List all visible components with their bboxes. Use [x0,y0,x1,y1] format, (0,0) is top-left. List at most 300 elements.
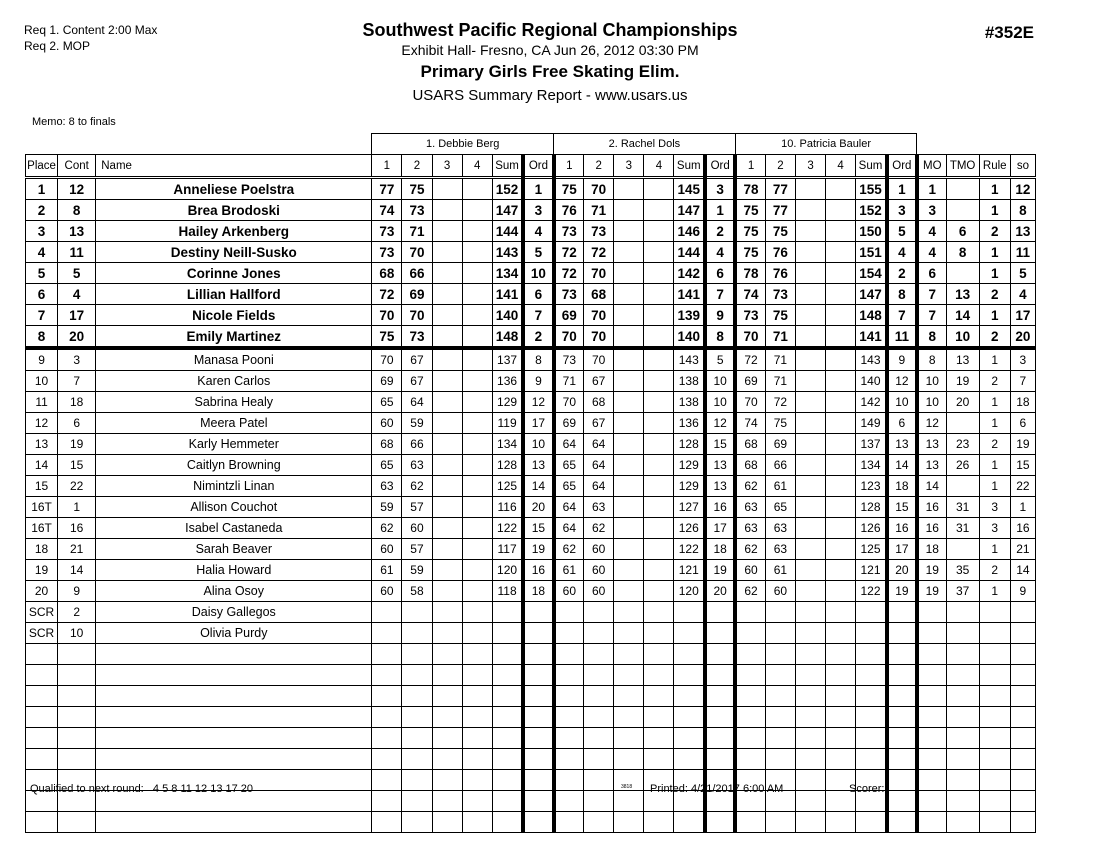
cell-j1-mark3 [432,581,462,602]
cell-mo [917,749,946,770]
cell-j1-sum [492,812,523,833]
cell-j1-mark4 [462,623,492,644]
cell-j1-ord [523,644,553,665]
cell-j2-mark1: 73 [554,221,584,242]
cell-j3-sum: 123 [856,476,887,497]
cell-j3-mark3 [795,770,825,791]
cell-j2-mark3 [614,602,644,623]
cell-j1-mark3 [432,749,462,770]
cell-rule: 2 [979,284,1010,305]
cell-mo: 7 [917,305,946,326]
cell-j1-ord: 6 [523,284,553,305]
cell-j1-mark4 [462,518,492,539]
cell-j2-sum: 127 [674,497,705,518]
cell-j3-ord: 4 [887,242,917,263]
col-header-j3-mark4: 4 [826,155,856,178]
cell-j2-mark1 [554,812,584,833]
cell-j2-mark2: 70 [584,348,614,371]
cell-j2-sum [674,812,705,833]
cell-j2-sum [674,602,705,623]
cell-j2-sum: 142 [674,263,705,284]
cell-j3-mark3 [795,602,825,623]
cell-j1-ord: 4 [523,221,553,242]
cell-j1-ord [523,665,553,686]
cell-rule: 1 [979,392,1010,413]
cell-j2-mark2 [584,644,614,665]
cell-j3-sum [856,665,887,686]
cell-rule [979,623,1010,644]
cell-j2-mark2: 67 [584,413,614,434]
col-header-j3-mark1: 1 [735,155,765,178]
cell-cont: 6 [58,413,96,434]
cell-mo: 1 [917,178,946,200]
cell-j1-ord: 16 [523,560,553,581]
cell-j1-mark3 [432,539,462,560]
table-row-blank [26,728,1036,749]
cell-j2-mark2: 60 [584,539,614,560]
cell-j1-sum: 117 [492,539,523,560]
cell-j1-sum: 118 [492,581,523,602]
cell-tmo: 8 [946,242,979,263]
cell-j2-mark1 [554,749,584,770]
cell-j1-mark4 [462,326,492,349]
event-number: #352E [984,23,1034,42]
cell-j1-ord: 18 [523,581,553,602]
cell-j2-mark4 [644,707,674,728]
cell-j3-mark3 [795,305,825,326]
cell-place: SCR [26,602,58,623]
cell-j3-sum: 126 [856,518,887,539]
cell-j2-mark4 [644,242,674,263]
cell-j3-mark2 [765,686,795,707]
cell-j1-mark1: 70 [372,348,402,371]
cell-j2-mark4 [644,812,674,833]
cell-j2-ord: 4 [705,242,735,263]
cell-cont: 5 [58,263,96,284]
cell-j1-mark3 [432,326,462,349]
cell-j2-mark2 [584,707,614,728]
cell-j2-ord [705,602,735,623]
cell-j1-mark4 [462,665,492,686]
cell-so [1010,686,1035,707]
cell-j2-sum: 144 [674,242,705,263]
cell-place [26,749,58,770]
cell-j3-mark2 [765,644,795,665]
cell-j1-ord: 12 [523,392,553,413]
cell-j3-mark4 [826,539,856,560]
cell-j1-mark3 [432,348,462,371]
cell-j3-mark1: 74 [735,413,765,434]
cell-j1-mark4 [462,602,492,623]
cell-j3-mark4 [826,413,856,434]
cell-so [1010,749,1035,770]
table-row [26,413,1036,434]
cell-j1-mark3 [432,476,462,497]
cell-mo: 8 [917,326,946,349]
cell-j2-mark2 [584,728,614,749]
cell-j1-mark3 [432,455,462,476]
cell-j3-mark3 [795,242,825,263]
col-header-j2-ord: Ord [705,155,735,178]
cell-tmo: 20 [946,392,979,413]
cell-j3-mark3 [795,686,825,707]
cell-mo: 4 [917,221,946,242]
cell-name: Meera Patel [96,413,372,434]
cell-j2-mark4 [644,644,674,665]
cell-name [96,707,372,728]
cell-j2-ord: 1 [705,200,735,221]
cell-j3-mark1: 70 [735,326,765,349]
cell-j1-mark2 [402,665,432,686]
cell-j2-ord: 16 [705,497,735,518]
col-header-j2-sum: Sum [674,155,705,178]
cell-name [96,812,372,833]
cell-j2-mark4 [644,560,674,581]
cell-rule: 1 [979,413,1010,434]
cell-j2-mark1 [554,686,584,707]
cell-j1-mark2: 66 [402,263,432,284]
cell-name: Manasa Pooni [96,348,372,371]
cell-j2-mark4 [644,686,674,707]
cell-j1-sum [492,749,523,770]
cell-j2-mark1: 62 [554,539,584,560]
cell-tmo [946,728,979,749]
cell-j3-mark3 [795,284,825,305]
cell-rule [979,602,1010,623]
cell-so: 1 [1010,497,1035,518]
cell-j3-mark2: 63 [765,539,795,560]
table-row-blank [26,749,1036,770]
cell-j2-mark2 [584,749,614,770]
cell-mo: 4 [917,242,946,263]
col-header-place: Place [26,155,58,178]
cell-place: 7 [26,305,58,326]
cell-name: Brea Brodoski [96,200,372,221]
cell-j3-sum [856,707,887,728]
cell-j2-mark3 [614,348,644,371]
cell-j2-sum: 140 [674,326,705,349]
cell-place: 16T [26,497,58,518]
col-header-name: Name [96,155,372,178]
cell-j1-mark3 [432,812,462,833]
cell-j2-mark1: 70 [554,326,584,349]
cell-name: Alina Osoy [96,581,372,602]
cell-name: Destiny Neill-Susko [96,242,372,263]
cell-j3-mark1 [735,707,765,728]
cell-j3-mark2: 63 [765,518,795,539]
cell-j2-ord: 6 [705,263,735,284]
cell-j2-mark2: 67 [584,371,614,392]
cell-j1-sum: 122 [492,518,523,539]
cell-rule: 2 [979,371,1010,392]
cell-j2-mark4 [644,392,674,413]
cell-j2-mark2: 72 [584,242,614,263]
cell-mo: 16 [917,518,946,539]
cell-j2-sum: 129 [674,476,705,497]
cell-j3-mark1: 68 [735,434,765,455]
cell-so: 5 [1010,263,1035,284]
cell-tmo: 35 [946,560,979,581]
judge-band-tail [917,134,1036,155]
table-row [26,242,1036,263]
cell-name [96,728,372,749]
cell-j1-mark4 [462,560,492,581]
cell-j2-mark4 [644,284,674,305]
cell-tmo [946,623,979,644]
cell-tmo [946,413,979,434]
cell-j3-ord: 13 [887,434,917,455]
cell-j2-mark2 [584,812,614,833]
cell-j3-mark1 [735,602,765,623]
table-row [26,623,1036,644]
cell-j1-mark1: 60 [372,413,402,434]
cell-j2-mark3 [614,392,644,413]
cell-j3-mark4 [826,707,856,728]
cell-j3-sum: 121 [856,560,887,581]
cell-j2-ord: 20 [705,581,735,602]
cell-name: Sabrina Healy [96,392,372,413]
cell-name: Daisy Gallegos [96,602,372,623]
cell-tmo [946,812,979,833]
cell-j1-ord [523,623,553,644]
cell-j3-sum: 149 [856,413,887,434]
cell-j2-mark3 [614,455,644,476]
cell-j2-mark3 [614,581,644,602]
cell-j3-mark1: 69 [735,371,765,392]
cell-j2-mark4 [644,749,674,770]
cell-j2-mark3 [614,263,644,284]
cell-tmo: 19 [946,371,979,392]
cell-cont: 8 [58,200,96,221]
cell-cont: 3 [58,348,96,371]
cell-j2-ord: 18 [705,539,735,560]
cell-j1-mark4 [462,371,492,392]
cell-j3-mark4 [826,686,856,707]
cell-j3-ord: 7 [887,305,917,326]
cell-j1-mark1: 68 [372,434,402,455]
cell-j2-mark1 [554,623,584,644]
cell-j1-mark1: 75 [372,326,402,349]
cell-j3-ord [887,686,917,707]
cell-j2-mark4 [644,200,674,221]
cell-mo: 19 [917,581,946,602]
cell-mo [917,791,946,812]
cell-tmo: 14 [946,305,979,326]
cell-cont: 2 [58,602,96,623]
cell-j2-mark1: 64 [554,518,584,539]
cell-j1-mark1: 59 [372,497,402,518]
table-row [26,560,1036,581]
cell-j3-mark3 [795,539,825,560]
cell-j1-mark2 [402,770,432,791]
cell-j3-mark3 [795,581,825,602]
cell-rule: 1 [979,178,1010,200]
cell-j1-mark4 [462,581,492,602]
cell-j2-mark2: 73 [584,221,614,242]
cell-j3-mark4 [826,221,856,242]
cell-j3-mark2: 61 [765,560,795,581]
cell-j3-mark2 [765,728,795,749]
cell-j3-mark3 [795,728,825,749]
cell-j3-mark3 [795,221,825,242]
cell-name: Allison Couchot [96,497,372,518]
cell-name: Olivia Purdy [96,623,372,644]
cell-cont: 15 [58,455,96,476]
cell-j3-mark4 [826,263,856,284]
cell-place: 5 [26,263,58,284]
col-header-j3-sum: Sum [856,155,887,178]
cell-j3-sum: 147 [856,284,887,305]
cell-j3-sum [856,812,887,833]
cell-j1-sum: 134 [492,434,523,455]
col-header-j1-sum: Sum [492,155,523,178]
cell-j1-mark1: 74 [372,200,402,221]
cell-j3-mark1: 70 [735,392,765,413]
cell-j1-ord: 1 [523,178,553,200]
col-header-j2-mark3: 3 [614,155,644,178]
cell-j2-mark2: 70 [584,305,614,326]
cell-j2-ord: 17 [705,518,735,539]
table-row [26,581,1036,602]
scorer-label: Scorer: [849,783,885,795]
cell-tmo: 13 [946,284,979,305]
cell-j2-mark2: 68 [584,392,614,413]
cell-mo: 18 [917,539,946,560]
cell-j2-mark2 [584,665,614,686]
cell-place: 12 [26,413,58,434]
cell-j2-mark2: 70 [584,178,614,200]
cell-j2-mark3 [614,518,644,539]
cell-j2-mark4 [644,518,674,539]
cell-j1-ord: 2 [523,326,553,349]
cell-j1-mark2: 57 [402,497,432,518]
cell-j2-mark3 [614,200,644,221]
table-row-blank [26,644,1036,665]
col-header-mo: MO [917,155,946,178]
cell-cont: 4 [58,284,96,305]
cell-j3-mark1: 78 [735,178,765,200]
cell-j1-mark4 [462,770,492,791]
judge-panel-label-2: 2. Rachel Dols [554,134,736,155]
cell-j2-mark4 [644,263,674,284]
cell-j2-mark1: 65 [554,455,584,476]
cell-so: 15 [1010,455,1035,476]
cell-cont: 9 [58,581,96,602]
cell-j1-sum: 119 [492,413,523,434]
cell-j1-mark3 [432,665,462,686]
cell-j3-mark2 [765,812,795,833]
cell-j1-mark4 [462,686,492,707]
cell-j3-mark1: 75 [735,242,765,263]
cell-j1-sum: 141 [492,284,523,305]
cell-j2-ord: 13 [705,455,735,476]
cell-place: 3 [26,221,58,242]
cell-j1-mark4 [462,434,492,455]
cell-rule [979,728,1010,749]
cell-j3-ord: 12 [887,371,917,392]
col-header-j2-mark2: 2 [584,155,614,178]
cell-j1-mark1 [372,812,402,833]
cell-j2-mark1 [554,728,584,749]
cell-j3-mark3 [795,178,825,200]
cell-j1-mark3 [432,371,462,392]
cell-j3-mark3 [795,200,825,221]
cell-j3-sum [856,749,887,770]
cell-j3-mark1: 68 [735,455,765,476]
table-row-blank [26,686,1036,707]
cell-j2-sum: 128 [674,434,705,455]
cell-so [1010,791,1035,812]
cell-place: 16T [26,518,58,539]
cell-j3-mark4 [826,392,856,413]
cell-j3-mark2: 69 [765,434,795,455]
judge-band-spacer [26,134,372,155]
cell-j3-mark1: 62 [735,581,765,602]
cell-rule: 1 [979,476,1010,497]
cell-j1-mark1: 62 [372,518,402,539]
cell-rule [979,791,1010,812]
cell-j1-mark3 [432,602,462,623]
cell-j1-mark4 [462,791,492,812]
cell-j2-ord [705,749,735,770]
cell-j1-mark2: 59 [402,413,432,434]
cell-j3-mark1 [735,749,765,770]
cell-mo [917,644,946,665]
cell-j3-ord [887,623,917,644]
cell-name: Corinne Jones [96,263,372,284]
cell-j1-mark4 [462,348,492,371]
table-row [26,305,1036,326]
cell-name [96,686,372,707]
cell-j1-ord [523,686,553,707]
cell-j3-sum [856,623,887,644]
cell-name: Hailey Arkenberg [96,221,372,242]
cell-j1-mark4 [462,284,492,305]
cell-j1-mark2: 63 [402,455,432,476]
cell-j2-mark1: 69 [554,305,584,326]
cell-place: SCR [26,623,58,644]
cell-j3-mark2: 71 [765,326,795,349]
cell-so: 16 [1010,518,1035,539]
cell-j3-sum: 137 [856,434,887,455]
cell-so: 19 [1010,434,1035,455]
table-row [26,326,1036,349]
col-header-j1-mark2: 2 [402,155,432,178]
cell-tmo: 26 [946,455,979,476]
cell-j2-ord [705,812,735,833]
cell-place: 14 [26,455,58,476]
cell-j2-mark2: 68 [584,284,614,305]
cell-j1-mark2: 75 [402,178,432,200]
cell-place: 10 [26,371,58,392]
cell-j2-mark1: 72 [554,242,584,263]
cell-rule: 3 [979,497,1010,518]
col-header-j1-ord: Ord [523,155,553,178]
cell-j2-mark3 [614,434,644,455]
cell-place [26,812,58,833]
cell-place: 8 [26,326,58,349]
cell-j2-mark1: 65 [554,476,584,497]
cell-mo: 12 [917,413,946,434]
cell-so [1010,644,1035,665]
cell-so: 3 [1010,348,1035,371]
cell-j1-sum [492,686,523,707]
cell-j3-mark4 [826,644,856,665]
cell-name: Halia Howard [96,560,372,581]
cell-j3-mark1: 75 [735,200,765,221]
cell-j1-mark4 [462,200,492,221]
table-row [26,348,1036,371]
